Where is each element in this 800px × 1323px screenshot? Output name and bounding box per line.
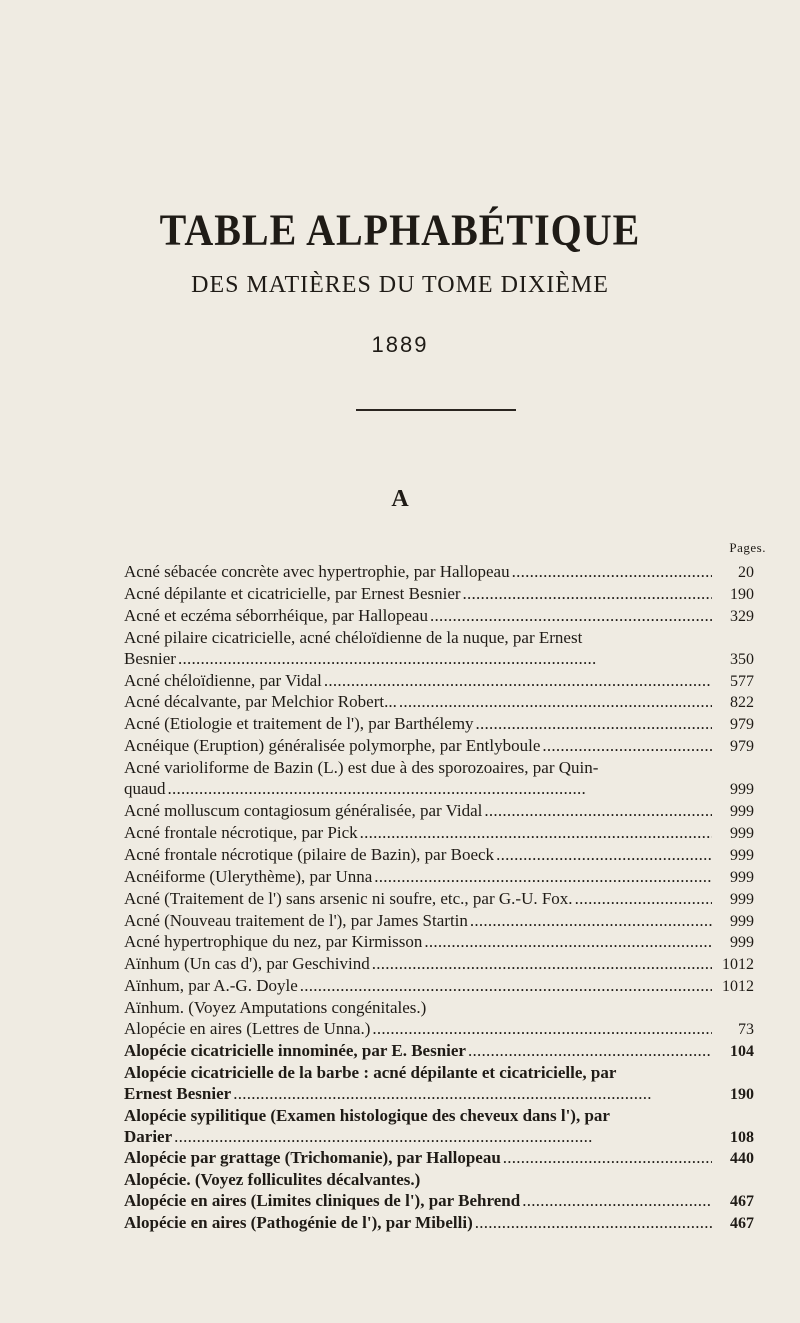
index-entry-page: 190	[730, 1085, 754, 1103]
index-entry-page: 999	[730, 868, 754, 886]
index-entry	[124, 976, 754, 998]
index-entry	[124, 1041, 754, 1063]
index-entry-text: Acnéiforme (Ulerythème), par Unna	[124, 866, 373, 886]
index-entry-text: Alopécie. (Voyez folliculites décalvantes.)	[124, 1170, 421, 1190]
dot-leader	[233, 1084, 712, 1105]
index-entry-page: 999	[730, 890, 754, 908]
index-entry	[124, 628, 754, 671]
index-entry-page: 979	[730, 716, 754, 734]
index-entry-page: 73	[738, 1021, 754, 1039]
index-entry	[124, 692, 754, 714]
index-entry	[124, 867, 754, 889]
dot-leader	[484, 801, 712, 822]
index-entry	[124, 758, 754, 801]
index-entry-page: 104	[730, 1042, 754, 1060]
index-entry-page: 1012	[722, 956, 754, 974]
dot-leader	[503, 1148, 712, 1169]
index-entry	[124, 1213, 754, 1235]
dot-leader	[463, 584, 712, 605]
index-entry	[124, 845, 754, 867]
index-entry	[124, 889, 754, 911]
title-divider	[356, 409, 516, 411]
index-entry-text: Acné molluscum contagiosum généralisée, par Vidal	[124, 800, 483, 820]
index-entry-text: Acné frontale nécrotique (pilaire de Bazin), par Boeck	[124, 844, 495, 864]
dot-leader	[522, 1191, 712, 1212]
index-entry	[124, 823, 754, 845]
index-entry-page: 1012	[722, 978, 754, 996]
index-entry-text: Darier	[124, 1126, 173, 1146]
index-entry-text: Acné varioliforme de Bazin (L.) est due à des sporozoaires, par Quin-	[124, 758, 599, 778]
index-entry-text: Aïnhum (Un cas d'), par Geschivind	[124, 954, 370, 974]
dot-leader	[424, 932, 712, 953]
index-entry-text: Acné décalvante, par Melchior Robert...	[124, 692, 397, 712]
dot-leader	[374, 867, 712, 888]
index-entry-page: 999	[730, 781, 754, 799]
index-entry	[124, 932, 754, 954]
index-entry	[124, 671, 754, 693]
index-entry-text: Alopécie par grattage (Trichomanie), par Hallopeau	[124, 1148, 501, 1168]
index-entry	[124, 801, 754, 823]
index-entry-page: 350	[730, 650, 754, 668]
index-entry-page: 440	[730, 1150, 754, 1168]
dot-leader	[178, 649, 712, 670]
dot-leader	[174, 1127, 712, 1148]
dot-leader	[468, 1041, 712, 1062]
index-entry-page: 467	[730, 1193, 754, 1211]
index-entry-text: Acnéique (Eruption) généralisée polymorphe, par Entlyboule	[124, 736, 541, 756]
dot-leader	[512, 562, 712, 583]
dot-leader	[542, 736, 712, 757]
dot-leader	[372, 954, 712, 975]
index-entry	[124, 998, 754, 1019]
index-entry	[124, 584, 754, 606]
index-entry-page: 979	[730, 738, 754, 756]
index-list	[124, 562, 754, 1235]
dot-leader	[470, 911, 712, 932]
index-entry-text: Alopécie sypilitique (Examen histologique des cheveux dans l'), par	[124, 1105, 610, 1125]
volume-year: 1889	[371, 332, 429, 357]
index-entry-page: 999	[730, 824, 754, 842]
index-entry	[124, 1063, 754, 1106]
index-entry	[124, 1019, 754, 1041]
page-title: TABLE ALPHABÉTIQUE	[159, 204, 641, 255]
dot-leader	[168, 779, 712, 800]
index-entry	[124, 606, 754, 628]
dot-leader	[360, 823, 712, 844]
dot-leader	[324, 671, 712, 692]
index-entry-text: Acné et eczéma séborrhéique, par Hallopeau	[124, 605, 428, 625]
index-entry-text: Acné frontale nécrotique, par Pick	[124, 822, 358, 842]
dot-leader	[496, 845, 712, 866]
index-entry-text: Acné hypertrophique du nez, par Kirmisson	[124, 932, 423, 952]
index-entry-text: Acné (Traitement de l') sans arsenic ni soufre, etc., par G.-U. Fox.	[124, 888, 573, 908]
index-entry-text: Alopécie cicatricielle de la barbe : acné dépilante et cicatricielle, par	[124, 1062, 617, 1082]
index-entry-text: Aïnhum, par A.-G. Doyle	[124, 976, 298, 996]
index-entry-text: Alopécie en aires (Pathogénie de l'), par Mibelli)	[124, 1213, 473, 1233]
index-entry-text: Acné (Etiologie et traitement de l'), par Barthélemy	[124, 714, 474, 734]
index-entry-text: Acné pilaire cicatricielle, acné chéloïdienne de la nuque, par Ernest	[124, 627, 583, 647]
dot-leader	[430, 606, 712, 627]
index-entry-text: Alopécie cicatricielle innominée, par E. Besnier	[124, 1040, 466, 1060]
index-entry	[124, 714, 754, 736]
index-entry-text: Acné chéloïdienne, par Vidal	[124, 670, 322, 690]
index-entry	[124, 1106, 754, 1149]
index-entry-page: 577	[730, 672, 754, 690]
index-entry-page: 999	[730, 846, 754, 864]
dot-leader	[399, 692, 712, 713]
index-entry	[124, 954, 754, 976]
index-entry-text: Alopécie en aires (Limites cliniques de l'), par Behrend	[124, 1191, 521, 1211]
index-entry	[124, 1170, 754, 1191]
index-entry-page: 467	[730, 1215, 754, 1233]
dot-leader	[575, 889, 712, 910]
index-entry-page: 329	[730, 607, 754, 625]
index-entry	[124, 1191, 754, 1213]
dot-leader	[475, 1213, 712, 1234]
index-entry-page: 20	[738, 564, 754, 581]
index-entry	[124, 736, 754, 758]
index-entry-text: Acné sébacée concrète avec hypertrophie, par Hallopeau	[124, 562, 510, 581]
index-entry-page: 108	[730, 1128, 754, 1146]
index-entry	[124, 562, 754, 584]
index-entry-text: Ernest Besnier	[124, 1083, 232, 1103]
index-entry-page: 822	[730, 694, 754, 712]
index-entry-text: Aïnhum. (Voyez Amputations congénitales.)	[124, 998, 427, 1018]
index-entry-page: 999	[730, 934, 754, 952]
index-entry-text: Acné dépilante et cicatricielle, par Ernest Besnier	[124, 583, 461, 603]
dot-leader	[476, 714, 712, 735]
pages-column-label: Pages.	[729, 540, 766, 555]
index-entry-text: quaud	[124, 779, 166, 799]
index-entry-text: Alopécie en aires (Lettres de Unna.)	[124, 1019, 371, 1039]
index-entry-page: 190	[730, 585, 754, 603]
index-entry-text: Acné (Nouveau traitement de l'), par James Startin	[124, 910, 468, 930]
dot-leader	[300, 976, 712, 997]
index-entry	[124, 911, 754, 933]
index-entry-text: Besnier	[124, 648, 176, 668]
section-letter: A	[391, 486, 409, 512]
dot-leader	[372, 1019, 712, 1040]
index-entry-page: 999	[730, 912, 754, 930]
page-subtitle: DES MATIÈRES DU TOME DIXIÈME	[191, 272, 609, 298]
index-entry-page: 999	[730, 802, 754, 820]
index-entry	[124, 1148, 754, 1170]
